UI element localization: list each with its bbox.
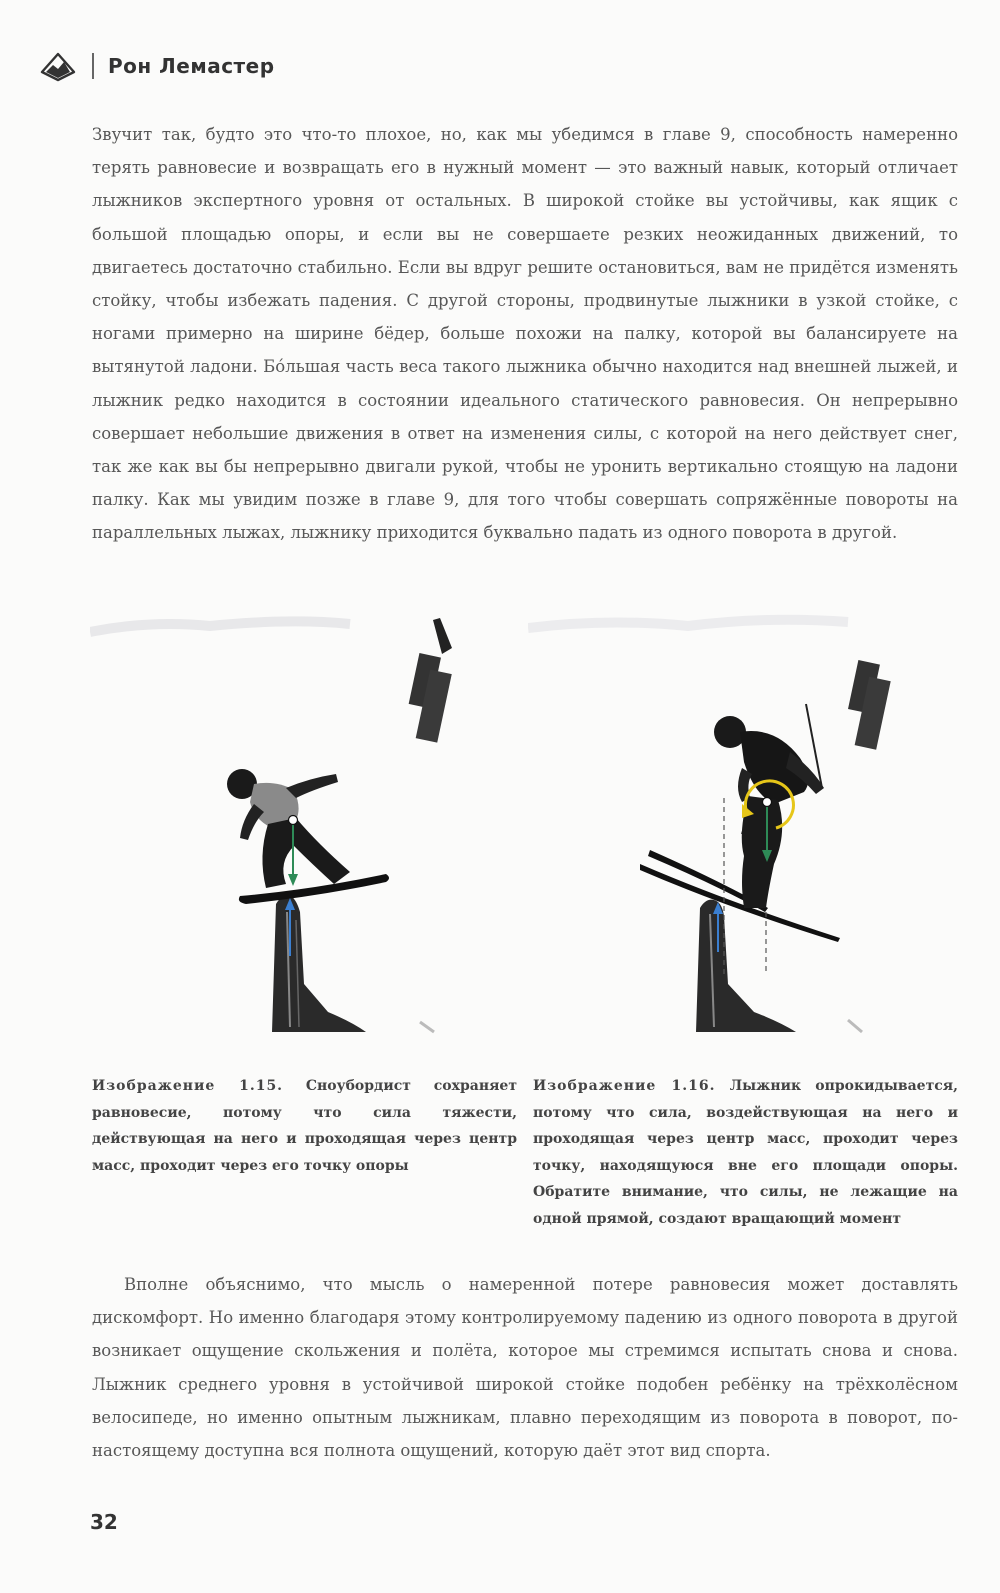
figure-caption-text-1: Сноубордист сохраняет равновесие, потому что сила тяжести, действующая на него и проходящая через центр масс, проходит через его точку опоры: [92, 1078, 517, 1174]
page-header: [40, 46, 275, 86]
author-name: Рон Лемастер: [108, 54, 275, 78]
figure-caption-1: [92, 1073, 517, 1179]
header-divider: [92, 53, 94, 79]
page-number: 32: [90, 1510, 118, 1534]
figure-caption-2: [533, 1073, 958, 1233]
figure-caption-text-2: Лыжник опрокидывается, потому что сила, воздействующая на него и проходящая через центр масс, проходит через точку, находящуюся вне его площади опоры. Обратите внимание, что силы, не лежащие на одной прямой, создают вращающий момент: [533, 1078, 958, 1227]
body-paragraph-2: Вполне объяснимо, что мысль о намеренной потере равновесия может доставлять дискомфорт. Но именно благодаря этому контролируемому падению из одного поворота в другой возникает ощущение скольжения и полёта, которое мы стремимся испытать снова и снова. Лыжник среднего уровня в устойчивой широкой стойке подобен ребёнку на трёхколёсном велосипеде, но именно опытным лыжникам, плавно переходящим из поворота в поворот, по-настоящему доступна вся полнота ощущений, которую даёт этот вид спорта.: [92, 1275, 958, 1461]
figure-number-1: Изображение 1.15.: [92, 1078, 284, 1094]
figure-snowboarder: [90, 612, 520, 1042]
body-paragraph-1: Звучит так, будто это что-то плохое, но, как мы убедимся в главе 9, способность намеренно терять равновесие и возвращать его в нужный момент — это важный навык, который отличает лыжников экспертного уровня от остальных. В широкой стойке вы устойчивы, как ящик с большой площадью опоры, и если вы не совершаете резких неожиданных движений, то двигаетесь достаточно стабильно. Если вы вдруг решите остановиться, вам не придётся изменять стойку, чтобы избежать падения. С другой стороны, продвинутые лыжники в узкой стойке, с ногами примерно на ширине бёдер, больше похожи на палку, которой вы балансируете на вытянутой ладони. Бо́льшая часть веса такого лыжника обычно находится над внешней лыжей, и лыжник редко находится в состоянии идеального статического равновесия. Он непрерывно совершает небольшие движения в ответ на изменения силы, с которой на него действует снег, так же как вы бы непрерывно двигали рукой, чтобы не уронить вертикально стоящую на ладони палку. Как мы увидим позже в главе 9, для того чтобы совершать сопряжённые повороты на параллельных лыжах, лыжнику приходится буквально падать из одного поворота в другой.: [92, 125, 958, 543]
publisher-logo-icon: [40, 48, 76, 84]
figure-number-2: Изображение 1.16.: [533, 1078, 716, 1094]
figure-skier: [528, 612, 958, 1042]
